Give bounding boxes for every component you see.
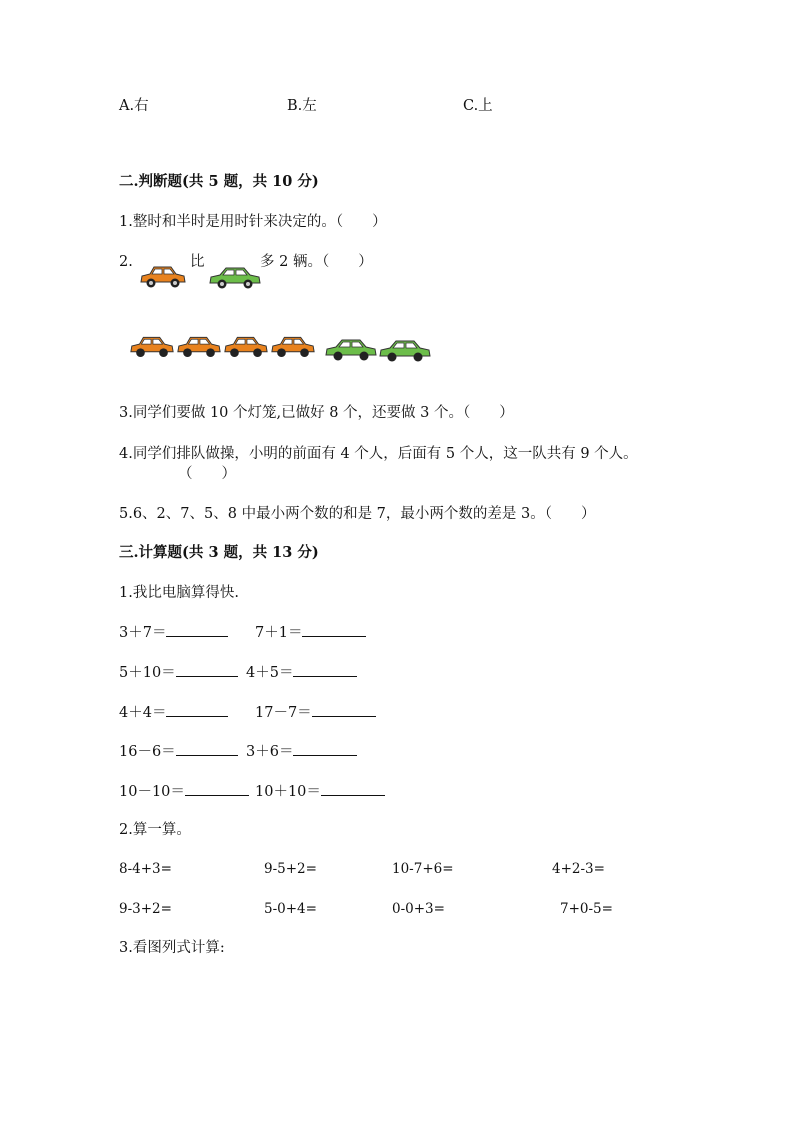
orange-car-icon: [269, 332, 317, 360]
section2-heading: 二.判断题(共 5 题，共 10 分): [119, 173, 319, 190]
equation: 4＋4＝: [119, 702, 228, 723]
option-b: B.左: [287, 98, 317, 114]
calc-expression: 5-0+4=: [264, 901, 317, 917]
calc-expression: 0-0+3=: [392, 901, 445, 917]
equation: 10－10＝: [119, 781, 249, 802]
answer-blank[interactable]: [312, 702, 376, 717]
option-c: C.上: [463, 98, 493, 114]
calc-expression: 4+2-3=: [552, 861, 605, 877]
answer-blank[interactable]: [166, 622, 228, 637]
equation: 3＋7＝: [119, 622, 228, 643]
judge-q2-tail: 多 2 辆。（ ）: [260, 254, 373, 270]
answer-blank[interactable]: [185, 781, 249, 796]
answer-blank[interactable]: [321, 781, 385, 796]
calc-expression: 9-3+2=: [119, 901, 172, 917]
judge-q4-line1: 4.同学们排队做操，小明的前面有 4 个人，后面有 5 个人，这一队共有 9 个人。: [119, 446, 638, 462]
car-row: [128, 332, 438, 364]
orange-car-icon: [128, 332, 176, 360]
judge-q3: 3.同学们要做 10 个灯笼,已做好 8 个，还要做 3 个。（ ）: [119, 405, 514, 421]
answer-blank[interactable]: [176, 662, 238, 677]
green-car-icon: [324, 336, 378, 362]
equation: 16－6＝: [119, 741, 238, 762]
equation: 17－7＝: [255, 702, 376, 723]
green-car-icon: [208, 264, 262, 290]
option-a: A.右: [119, 98, 149, 114]
calc-expression: 8-4+3=: [119, 861, 172, 877]
green-car-icon: [378, 337, 432, 363]
answer-blank[interactable]: [293, 741, 357, 756]
calc-q1-title: 1.我比电脑算得快.: [119, 585, 239, 601]
answer-blank[interactable]: [176, 741, 238, 756]
orange-car-icon: [175, 332, 223, 360]
answer-blank[interactable]: [302, 622, 366, 637]
equation: 4＋5＝: [246, 662, 357, 683]
equation: 5＋10＝: [119, 662, 238, 683]
answer-blank[interactable]: [293, 662, 357, 677]
equation: 10＋10＝: [255, 781, 385, 802]
calc-expression: 9-5+2=: [264, 861, 317, 877]
judge-q2-bi: 比: [190, 254, 205, 270]
answer-blank[interactable]: [166, 702, 228, 717]
orange-car-icon: [222, 332, 270, 360]
orange-car-icon: [138, 262, 188, 290]
calc-expression: 7+0-5=: [560, 901, 613, 917]
judge-q1: 1.整时和半时是用时针来决定的。（ ）: [119, 214, 387, 230]
judge-q2-number: 2.: [119, 254, 133, 270]
calc-q2-title: 2.算一算。: [119, 822, 191, 838]
calc-q3-title: 3.看图列式计算:: [119, 940, 225, 956]
judge-q4-line2: （ ）: [178, 466, 236, 482]
judge-q5: 5.6、2、7、5、8 中最小两个数的和是 7，最小两个数的差是 3。（ ）: [119, 506, 596, 522]
section3-heading: 三.计算题(共 3 题，共 13 分): [119, 544, 319, 561]
equation: 7＋1＝: [255, 622, 366, 643]
equation: 3＋6＝: [246, 741, 357, 762]
calc-expression: 10-7+6=: [392, 861, 454, 877]
